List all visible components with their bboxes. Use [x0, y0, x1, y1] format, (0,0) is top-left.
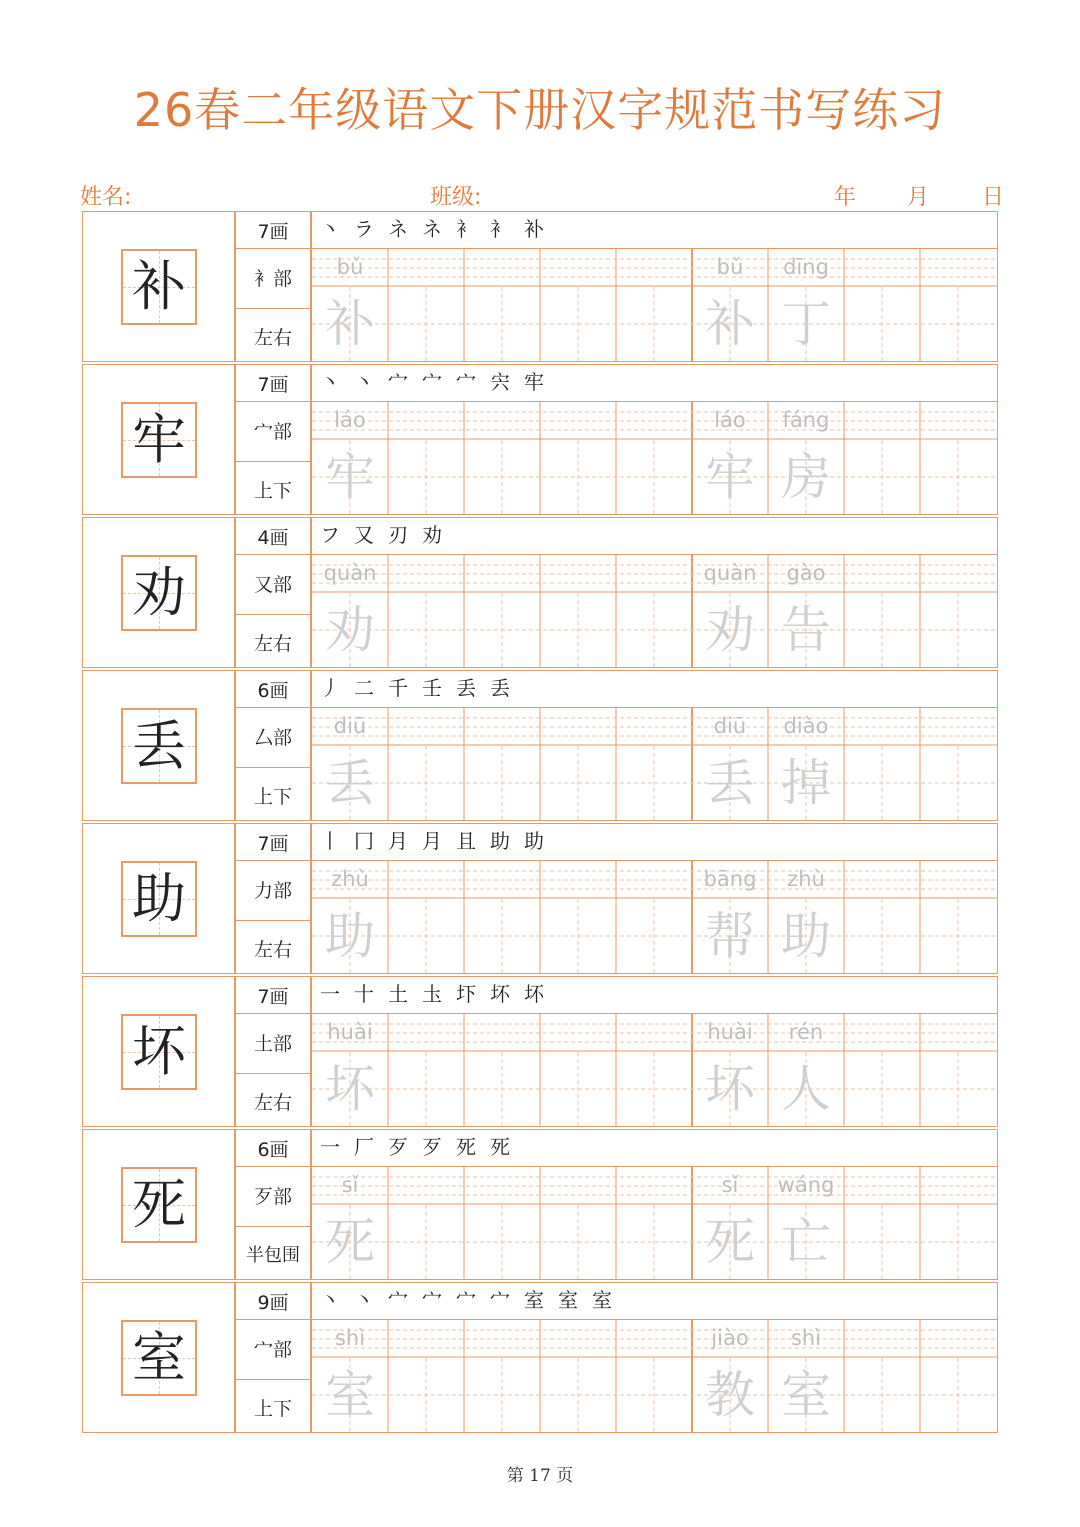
- stroke-step: 宀: [456, 370, 476, 394]
- writing-grid-area: [311, 707, 998, 821]
- stroke-step: 衤: [456, 217, 476, 241]
- trace-character: 补: [325, 295, 375, 353]
- stroke-count: 4画: [235, 517, 311, 555]
- page-number: 第 17 页: [506, 1466, 574, 1486]
- name-label: 姓名:: [80, 185, 132, 210]
- stroke-step: 月: [422, 829, 442, 853]
- writing-grid: [312, 1167, 997, 1279]
- stroke-step: 千: [388, 676, 408, 700]
- stroke-step: 又: [354, 523, 374, 547]
- writing-grid: [312, 708, 997, 820]
- day-label: 日: [982, 185, 1005, 210]
- practice-sheet: [82, 211, 998, 1435]
- word-pinyin: diào: [783, 714, 829, 738]
- structure: 左右: [235, 308, 311, 362]
- character-entry: [82, 364, 998, 517]
- stroke-step: 室: [592, 1288, 612, 1312]
- trace-character: 牢: [325, 448, 375, 506]
- stroke-step: 牢: [524, 370, 544, 394]
- word-character: 室: [781, 1366, 831, 1424]
- stroke-count: 6画: [235, 1129, 311, 1167]
- stroke-step: 宀: [422, 370, 442, 394]
- writing-grid: [312, 402, 997, 514]
- word-character: 劝: [705, 601, 755, 659]
- word-character: 助: [781, 907, 831, 965]
- stroke-step: 月: [388, 829, 408, 853]
- stroke-step: 圷: [456, 982, 476, 1006]
- stroke-step: 丶: [354, 370, 374, 394]
- word-character: 丁: [781, 295, 831, 353]
- stroke-step: 宀: [388, 1288, 408, 1312]
- pinyin-trace: huài: [327, 1020, 373, 1044]
- word-character: 教: [705, 1366, 755, 1424]
- structure: 左右: [235, 614, 311, 668]
- model-character: 室: [132, 1326, 186, 1389]
- word-pinyin: gào: [786, 561, 826, 585]
- word-pinyin: quàn: [703, 561, 757, 585]
- stroke-step: 宀: [456, 1288, 476, 1312]
- word-pinyin: dīng: [783, 255, 829, 279]
- stroke-step: 坏: [490, 982, 510, 1006]
- stroke-step: 丨: [320, 829, 340, 853]
- word-character: 死: [705, 1213, 755, 1271]
- stroke-step: 十: [354, 982, 374, 1006]
- pinyin-trace: quàn: [323, 561, 377, 585]
- trace-character: 助: [325, 907, 375, 965]
- stroke-order: [311, 517, 998, 555]
- stroke-step: 助: [524, 829, 544, 853]
- radical: 土部: [235, 1013, 311, 1074]
- radical: 宀部: [235, 401, 311, 462]
- stroke-step: 且: [456, 829, 476, 853]
- writing-grid-area: [311, 1319, 998, 1433]
- character-entry: [82, 823, 998, 976]
- structure: 上下: [235, 461, 311, 515]
- stroke-step: ネ: [422, 217, 442, 241]
- stroke-step: ネ: [388, 217, 408, 241]
- pinyin-trace: bǔ: [336, 255, 364, 279]
- model-character: 坏: [132, 1020, 186, 1083]
- stroke-step: 丶: [320, 217, 340, 241]
- stroke-step: 壬: [422, 676, 442, 700]
- trace-character: 室: [325, 1366, 375, 1424]
- stroke-count: 7画: [235, 364, 311, 402]
- writing-grid: [312, 555, 997, 667]
- character-entry: [82, 1129, 998, 1282]
- word-character: 房: [781, 448, 831, 506]
- model-character: 助: [132, 867, 186, 930]
- model-character: 死: [132, 1173, 186, 1236]
- word-character: 牢: [705, 448, 755, 506]
- word-pinyin: sǐ: [721, 1173, 739, 1197]
- class-label: 班级:: [430, 185, 482, 210]
- pinyin-trace: zhù: [331, 867, 369, 891]
- stroke-step: 丢: [490, 676, 510, 700]
- writing-grid-area: [311, 1166, 998, 1280]
- stroke-step: 圡: [422, 982, 442, 1006]
- pinyin-trace: sǐ: [341, 1173, 359, 1197]
- structure: 半包围: [235, 1226, 311, 1280]
- stroke-count: 9画: [235, 1282, 311, 1320]
- stroke-order: [311, 670, 998, 708]
- word-character: 人: [781, 1060, 831, 1118]
- stroke-step: 劝: [422, 523, 442, 547]
- stroke-step: 丢: [456, 676, 476, 700]
- word-character: 亡: [781, 1213, 831, 1271]
- stroke-step: 宀: [490, 1288, 510, 1312]
- stroke-order: [311, 211, 998, 249]
- radical: 宀部: [235, 1319, 311, 1380]
- word-character: 补: [705, 295, 755, 353]
- stroke-order: [311, 976, 998, 1014]
- trace-character: 坏: [325, 1060, 375, 1118]
- word-pinyin: láo: [714, 408, 746, 432]
- word-pinyin: bǔ: [716, 255, 744, 279]
- stroke-step: 歹: [422, 1135, 442, 1159]
- word-character: 丢: [705, 754, 755, 812]
- radical: 厶部: [235, 707, 311, 768]
- writing-grid: [312, 249, 997, 361]
- stroke-step: 助: [490, 829, 510, 853]
- word-character: 告: [781, 601, 831, 659]
- model-character: 丢: [132, 714, 186, 777]
- model-character-cell: [82, 211, 235, 362]
- stroke-step: 室: [558, 1288, 578, 1312]
- model-character-box: [121, 1167, 197, 1243]
- stroke-step: 宍: [490, 370, 510, 394]
- character-entry: [82, 517, 998, 670]
- stroke-step: 宀: [388, 370, 408, 394]
- model-character: 劝: [132, 561, 186, 624]
- stroke-step: 坏: [524, 982, 544, 1006]
- page-title: 26春二年级语文下册汉字规范书写练习: [133, 83, 947, 137]
- stroke-step: 丶: [354, 1288, 374, 1312]
- radical: 歹部: [235, 1166, 311, 1227]
- stroke-step: 土: [388, 982, 408, 1006]
- writing-grid: [312, 861, 997, 973]
- character-entry: [82, 211, 998, 364]
- writing-grid: [312, 1320, 997, 1432]
- model-character-cell: [82, 976, 235, 1127]
- stroke-step: 宀: [422, 1288, 442, 1312]
- structure: 左右: [235, 920, 311, 974]
- stroke-count: 7画: [235, 211, 311, 249]
- model-character-box: [121, 708, 197, 784]
- model-character-cell: [82, 823, 235, 974]
- model-character-cell: [82, 670, 235, 821]
- stroke-order: [311, 364, 998, 402]
- character-entry: [82, 1282, 998, 1435]
- trace-character: 死: [325, 1213, 375, 1271]
- structure: 上下: [235, 767, 311, 821]
- writing-grid-area: [311, 248, 998, 362]
- model-character-cell: [82, 364, 235, 515]
- word-character: 坏: [705, 1060, 755, 1118]
- character-entry: [82, 976, 998, 1129]
- stroke-order: [311, 1129, 998, 1167]
- word-pinyin: fáng: [782, 408, 830, 432]
- stroke-step: 一: [320, 1135, 340, 1159]
- stroke-step: 死: [490, 1135, 510, 1159]
- writing-grid: [312, 1014, 997, 1126]
- word-pinyin: huài: [707, 1020, 753, 1044]
- stroke-order: [311, 823, 998, 861]
- model-character-cell: [82, 1129, 235, 1280]
- writing-grid-area: [311, 554, 998, 668]
- radical: 又部: [235, 554, 311, 615]
- model-character-box: [121, 1320, 197, 1396]
- stroke-step: ラ: [354, 217, 374, 241]
- model-character-box: [121, 249, 197, 325]
- stroke-step: 冂: [354, 829, 374, 853]
- model-character-box: [121, 1014, 197, 1090]
- pinyin-trace: shì: [334, 1326, 366, 1350]
- stroke-step: 衤: [490, 217, 510, 241]
- word-pinyin: jiào: [711, 1326, 749, 1350]
- structure: 上下: [235, 1379, 311, 1433]
- stroke-step: 丶: [320, 1288, 340, 1312]
- stroke-step: 丿: [320, 676, 340, 700]
- word-pinyin: bāng: [703, 867, 757, 891]
- trace-character: 丢: [325, 754, 375, 812]
- stroke-step: 死: [456, 1135, 476, 1159]
- pinyin-trace: láo: [334, 408, 366, 432]
- stroke-step: 室: [524, 1288, 544, 1312]
- character-entry: [82, 670, 998, 823]
- word-pinyin: diū: [713, 714, 747, 738]
- radical: 衤部: [235, 248, 311, 309]
- month-label: 月: [907, 185, 930, 210]
- year-label: 年: [834, 185, 857, 210]
- stroke-count: 7画: [235, 823, 311, 861]
- stroke-step: 厂: [354, 1135, 374, 1159]
- word-pinyin: wáng: [777, 1173, 835, 1197]
- model-character-box: [121, 555, 197, 631]
- stroke-step: 刃: [388, 523, 408, 547]
- model-character: 牢: [132, 408, 186, 471]
- model-character: 补: [132, 255, 186, 318]
- model-character-box: [121, 861, 197, 937]
- word-pinyin: rén: [788, 1020, 824, 1044]
- stroke-step: 歹: [388, 1135, 408, 1159]
- writing-grid-area: [311, 1013, 998, 1127]
- stroke-step: フ: [320, 523, 340, 547]
- trace-character: 劝: [325, 601, 375, 659]
- model-character-box: [121, 402, 197, 478]
- radical: 力部: [235, 860, 311, 921]
- stroke-step: 二: [354, 676, 374, 700]
- stroke-order: [311, 1282, 998, 1320]
- writing-grid-area: [311, 860, 998, 974]
- word-character: 帮: [705, 907, 755, 965]
- stroke-count: 6画: [235, 670, 311, 708]
- stroke-count: 7画: [235, 976, 311, 1014]
- word-pinyin: zhù: [787, 867, 825, 891]
- writing-grid-area: [311, 401, 998, 515]
- stroke-step: 一: [320, 982, 340, 1006]
- stroke-step: 丶: [320, 370, 340, 394]
- pinyin-trace: diū: [333, 714, 367, 738]
- structure: 左右: [235, 1073, 311, 1127]
- word-pinyin: shì: [790, 1326, 822, 1350]
- word-character: 掉: [781, 754, 831, 812]
- stroke-step: 补: [524, 217, 544, 241]
- model-character-cell: [82, 1282, 235, 1433]
- model-character-cell: [82, 517, 235, 668]
